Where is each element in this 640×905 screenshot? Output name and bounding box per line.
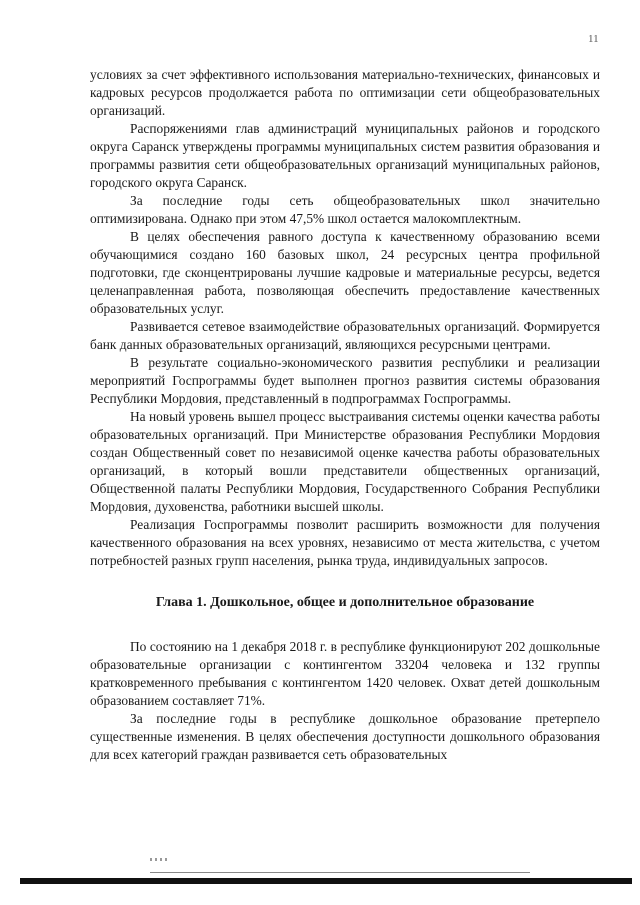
paragraph: В результате социально-экономического развития республики и реализации мероприятий Госпрограммы будет выполнен прогноз развития системы образования Республики Мордовия, представленный в подпрограммах Госпрограммы. [90,355,600,406]
scan-artifact-dots [150,858,170,861]
paragraph: Развивается сетевое взаимодействие образовательных организаций. Формируется банк данных образовательных организаций, являющихся ресурсными центрами. [90,319,600,352]
scan-artifact-line [150,872,530,873]
page-number: 11 [588,33,599,45]
paragraph: За последние годы сеть общеобразовательных школ значительно оптимизирована. Однако при этом 47,5% школ остается малокомплектным. [90,193,600,226]
paragraph: Реализация Госпрограммы позволит расширить возможности для получения качественного образования на всех уровнях, независимо от места жительства, с учетом потребностей разных групп населения, рынка труда, индивидуальных запросов. [90,517,600,568]
paragraph: Распоряжениями глав администраций муниципальных районов и городского округа Саранск утверждены программы муниципальных систем развития образования и программы развития сети общеобразовательных организаций муниципальных районов, городского округа Саранск. [90,121,600,190]
bottom-section [90,638,600,764]
paragraph: За последние годы в республике дошкольное образование претерпело существенные изменения. В целях обеспечения доступности дошкольного образования для всех категорий граждан развивается сеть образовательных [90,711,600,762]
top-section [90,66,600,570]
paragraph: В целях обеспечения равного доступа к качественному образованию всеми обучающимися создано 160 базовых школ, 24 ресурсных центра профильной подготовки, где сконцентрированы лучшие кадровые и материальные ресурсы, ведется целенаправленная работа, позволяющая обеспечить предоставление качественных образовательных услуг. [90,229,600,316]
scan-artifact-bar [20,878,632,884]
paragraph: По состоянию на 1 декабря 2018 г. в республике функционируют 202 дошкольные образовательные организации с контингентом 33204 человека и 132 группы кратковременного пребывания с контингентом 1420 человек. Охват детей дошкольным образованием составляет 71%. [90,639,600,708]
document-body [90,66,600,764]
paragraph: условиях за счет эффективного использования материально-технических, финансовых и кадровых ресурсов продолжается работа по оптимизации сети общеобразовательных организаций. [90,67,600,118]
chapter-title: Глава 1. Дошкольное, общее и дополнительное образование [155,595,535,610]
paragraph: На новый уровень вышел процесс выстраивания системы оценки качества работы образовательных организаций. При Министерстве образования Республики Мордовия создан Общественный совет по независимой оценке качества работы образовательных организаций, в который вошли представители общественных организаций, Общественной палаты Республики Мордовия, Государственного Собрания Республики Мордовия, духовенства, работники высшей школы. [90,409,600,514]
